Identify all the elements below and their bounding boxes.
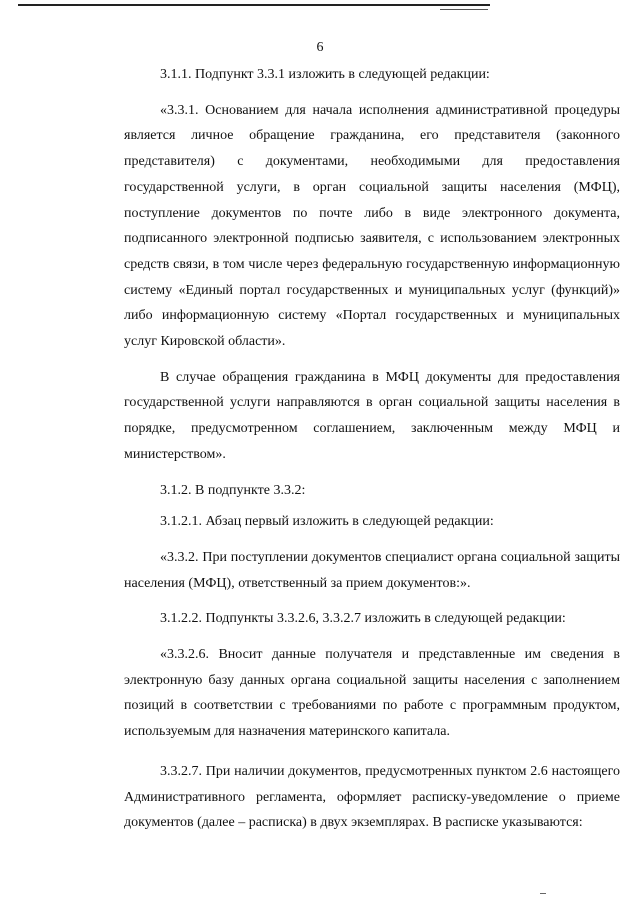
- scan-mark: [540, 893, 546, 894]
- paragraph-3-1-1: 3.1.1. Подпункт 3.3.1 изложить в следующей редакции:: [160, 67, 490, 82]
- paragraph-3-3-2: «3.3.2. При поступлении документов специалист органа социальной защиты населения (МФЦ), ответственный за прием документов:».: [124, 549, 620, 591]
- paragraph-3-1-2-1: 3.1.2.1. Абзац первый изложить в следующей редакции:: [160, 514, 494, 530]
- document-body: [124, 62, 620, 836]
- paragraph-3-1-2-2: 3.1.2.2. Подпункты 3.3.2.6, 3.3.2.7 изложить в следующей редакции:: [160, 611, 566, 627]
- paragraph-mfc-case: В случае обращения гражданина в МФЦ документы для предоставления государственной услуги направляются в орган социальной защиты населения в порядке, предусмотренном соглашением, заключенным между МФЦ и министерством».: [124, 369, 620, 462]
- paragraph-3-1-2: 3.1.2. В подпункте 3.3.2:: [160, 482, 306, 498]
- top-border-tick: [440, 9, 488, 10]
- paragraph-3-3-2-6: «3.3.2.6. Вносит данные получателя и представленные им сведения в электронную базу данных органа социальной защиты населения с заполнением позиций в соответствии с требованиями по работе с программным продуктом, используемым для назначения материнского капитала.: [124, 647, 620, 740]
- top-border-line: [18, 4, 490, 6]
- paragraph-3-3-1: «3.3.1. Основанием для начала исполнения административной процедуры является личное обращение гражданина, его представителя (законного представителя) с документами, необходимыми для предоставления государственной услуги, в орган социальной защиты населения (МФЦ), поступление документов по почте либо в виде электронного документа, подписанного электронной подписью заявителя, с использованием электронных средств связи, в том числе через федеральную государственную информационную систему «Единый портал государственных и муниципальных услуг (функций)» либо информационную систему «Портал государственных и муниципальных услуг Кировской области».: [124, 102, 620, 350]
- paragraph-3-3-2-7: 3.3.2.7. При наличии документов, предусмотренных пунктом 2.6 настоящего Административного регламента, оформляет расписку-уведомление о приеме документов (далее – расписка) в двух экземплярах. В расписке указываются:: [124, 763, 620, 831]
- page-number: 6: [316, 40, 324, 55]
